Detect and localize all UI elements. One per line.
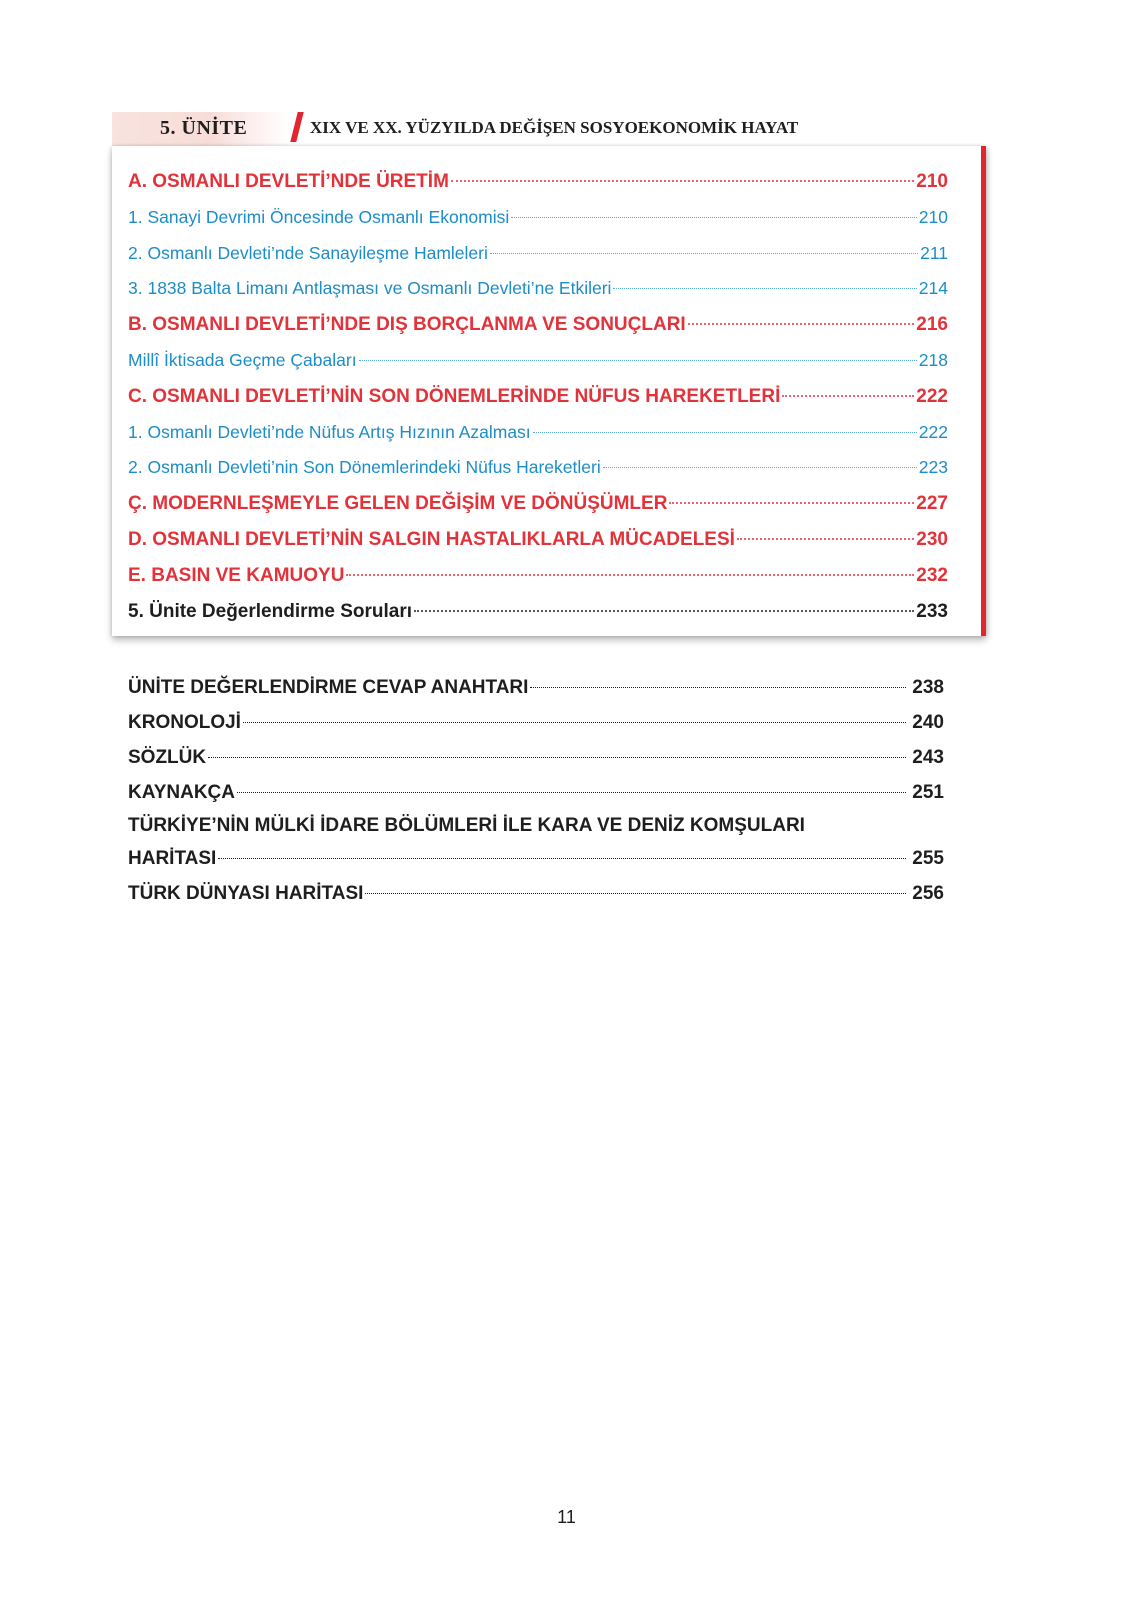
dot-leader <box>511 217 917 218</box>
back-entry-bibliography[interactable] <box>128 775 944 810</box>
toc-entry-text: Millî İktisada Geçme Çabaları <box>128 349 357 370</box>
dot-leader <box>359 360 917 361</box>
toc-entry-page: 214 <box>918 278 948 299</box>
toc-entry-text: D. OSMANLI DEVLETİ’NİN SALGIN HASTALIKLARLA MÜCADELESİ <box>128 528 735 550</box>
toc-entry-page: 232 <box>916 564 948 586</box>
back-entry-admin-map[interactable] <box>128 841 944 876</box>
toc-entry[interactable] <box>128 271 948 307</box>
unit-tab <box>112 112 290 146</box>
toc-entry[interactable] <box>128 522 948 558</box>
toc-entries <box>128 164 948 629</box>
back-entry-chronology[interactable] <box>128 705 944 740</box>
back-entry-page: 255 <box>912 848 944 869</box>
toc-entry-page: 223 <box>918 457 948 478</box>
dot-leader <box>208 757 906 758</box>
toc-entry-page: 211 <box>920 242 948 263</box>
unit-divider-slash <box>290 112 303 142</box>
back-entry-page: 256 <box>912 883 944 904</box>
dot-leader <box>451 180 914 182</box>
toc-entry-page: 210 <box>916 171 948 192</box>
dot-leader <box>218 858 906 859</box>
back-entry-text: TÜRK DÜNYASI HARİTASI <box>128 883 364 904</box>
toc-entry-page: 222 <box>918 421 948 442</box>
back-entry-answer-key[interactable] <box>128 670 944 705</box>
toc-entry[interactable] <box>128 415 948 451</box>
back-entry-page: 243 <box>912 747 944 768</box>
toc-entry[interactable] <box>128 164 948 200</box>
back-entry-text: KAYNAKÇA <box>128 782 235 803</box>
toc-entry[interactable] <box>128 307 948 343</box>
unit-title: XIX VE XX. YÜZYILDA DEĞİŞEN SOSYOEKONOMİK HAYAT <box>310 118 799 137</box>
toc-entry-text: E. BASIN VE KAMUOYU <box>128 564 345 586</box>
dot-leader <box>613 288 916 289</box>
toc-entry-page: 222 <box>916 385 948 407</box>
dot-leader <box>737 538 914 540</box>
toc-entry-text: 2. Osmanlı Devleti’nin Son Dönemlerindeki Nüfus Hareketleri <box>128 457 601 478</box>
toc-entry-text: 3. 1838 Balta Limanı Antlaşması ve Osmanlı Devleti’ne Etkileri <box>128 278 612 299</box>
toc-entry-text: Ç. MODERNLEŞMEYLE GELEN DEĞİŞİM VE DÖNÜŞÜMLER <box>128 493 668 515</box>
toc-entry[interactable] <box>128 343 948 379</box>
dot-leader <box>243 722 906 723</box>
back-entry-text: HARİTASI <box>128 848 217 869</box>
dot-leader <box>603 467 917 468</box>
back-entry-text: KRONOLOJİ <box>128 712 241 733</box>
back-entry-turkic-world-map[interactable] <box>128 876 944 911</box>
back-entry-page: 251 <box>912 782 944 803</box>
toc-entry-text: 1. Osmanlı Devleti’nde Nüfus Artış Hızının Azalması <box>128 421 531 442</box>
unit-header <box>112 112 992 146</box>
back-matter-list <box>128 670 944 911</box>
back-entry-admin-map-line1[interactable]: TÜRKİYE’NİN MÜLKİ İDARE BÖLÜMLERİ İLE KARA VE DENİZ KOMŞULARI <box>128 815 805 836</box>
unit-toc-box <box>112 146 986 636</box>
toc-entry[interactable] <box>128 379 948 415</box>
red-accent-bar <box>981 146 986 636</box>
toc-entry-text: 5. Ünite Değerlendirme Soruları <box>128 600 413 622</box>
dot-leader <box>365 893 906 894</box>
page-number: 11 <box>557 1507 576 1527</box>
toc-entry-text: B. OSMANLI DEVLETİ’NDE DIŞ BORÇLANMA VE SONUÇLARI <box>128 314 686 336</box>
toc-entry-text: 2. Osmanlı Devleti’nde Sanayileşme Hamleleri <box>128 242 488 263</box>
unit-label: 5. ÜNİTE <box>160 117 248 139</box>
toc-entry-page: 227 <box>916 493 948 515</box>
dot-leader <box>669 502 914 504</box>
toc-entry[interactable] <box>128 486 948 522</box>
toc-entry-page: 218 <box>918 349 948 370</box>
toc-entry-page: 210 <box>918 206 948 227</box>
dot-leader <box>346 574 914 576</box>
toc-entry-page: 230 <box>916 528 948 550</box>
back-entry-text: ÜNİTE DEĞERLENDİRME CEVAP ANAHTARI <box>128 677 529 698</box>
toc-entry-text: A. OSMANLI DEVLETİ’NDE ÜRETİM <box>128 171 449 192</box>
toc-entry[interactable] <box>128 450 948 486</box>
dot-leader <box>533 432 917 433</box>
toc-entry-page: 216 <box>916 314 948 336</box>
toc-entry[interactable] <box>128 594 948 630</box>
dot-leader <box>414 610 914 612</box>
dot-leader <box>530 687 906 688</box>
toc-entry-text: C. OSMANLI DEVLETİ’NİN SON DÖNEMLERİNDE NÜFUS HAREKETLERİ <box>128 385 781 407</box>
toc-entry[interactable] <box>128 236 948 272</box>
toc-entry-text: 1. Sanayi Devrimi Öncesinde Osmanlı Ekonomisi <box>128 206 510 227</box>
toc-entry-page: 233 <box>916 600 948 622</box>
back-entry-text: SÖZLÜK <box>128 747 207 768</box>
dot-leader <box>782 395 914 397</box>
toc-entry[interactable] <box>128 200 948 236</box>
toc-entry[interactable] <box>128 558 948 594</box>
dot-leader <box>237 792 906 793</box>
back-entry-page: 240 <box>912 712 944 733</box>
dot-leader <box>490 253 918 254</box>
back-entry-page: 238 <box>912 677 944 698</box>
dot-leader <box>688 323 915 325</box>
back-entry-glossary[interactable] <box>128 740 944 775</box>
